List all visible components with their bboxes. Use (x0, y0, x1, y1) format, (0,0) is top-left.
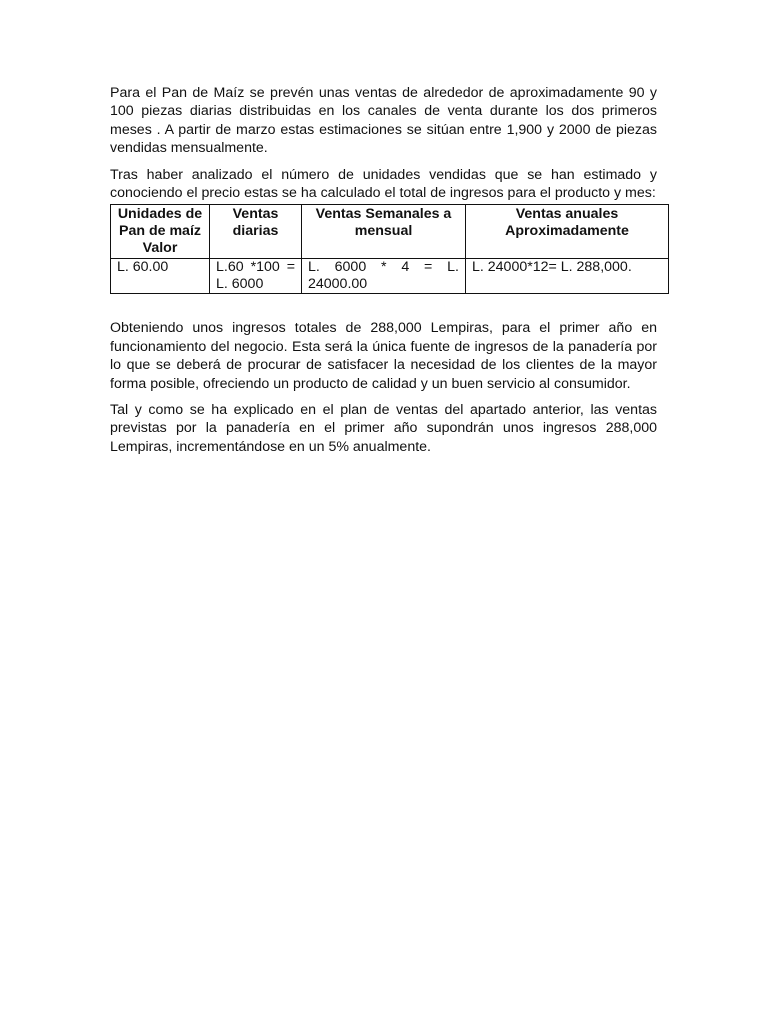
table-header-annual-sales: Ventas anuales Aproximadamente (466, 205, 669, 259)
paragraph-income-calculation-intro: Tras haber analizado el número de unidades vendidas que se han estimado y conociendo el precio estas se ha calculado el total de ingresos para el producto y mes: (110, 166, 657, 202)
table-cell-daily-sales: L.60 *100 = L. 6000 (210, 259, 302, 294)
table-header-weekly-monthly-sales: Ventas Semanales a mensual (302, 205, 466, 259)
paragraph-pan-de-maiz-forecast: Para el Pan de Maíz se prevén unas ventas de alrededor de aproximadamente 90 y 100 piezas diarias distribuidas en los canales de venta durante los dos primeros meses . A partir de marzo estas estimaciones se sitúan entre 1,900 y 2000 de piezas vendidas mensualmente. (110, 85, 657, 157)
table-header-unit-value: Unidades de Pan de maíz Valor (111, 205, 210, 259)
table-header-row (111, 205, 669, 259)
table-cell-annual-sales: L. 24000*12= L. 288,000. (466, 259, 669, 294)
table-header-daily-sales: Ventas diarias (210, 205, 302, 259)
document-page (110, 84, 657, 456)
table-cell-monthly-sales: L. 6000 * 4 = L. 24000.00 (302, 259, 466, 294)
table-cell-unit-value: L. 60.00 (111, 259, 210, 294)
sales-income-table (110, 204, 669, 294)
table-row (111, 259, 669, 294)
paragraph-annual-growth: Tal y como se ha explicado en el plan de ventas del apartado anterior, las ventas previstas por la panadería en el primer año supondrán unos ingresos 288,000 Lempiras, incrementándose en un 5% anualmente. (110, 402, 657, 455)
paragraph-total-income: Obteniendo unos ingresos totales de 288,000 Lempiras, para el primer año en funcionamiento del negocio. Esta será la única fuente de ingresos de la panadería por lo que se deberá de procurar de satisfacer la necesidad de los clientes de la mayor forma posible, ofreciendo un producto de calidad y un buen servicio al consumidor. (110, 320, 657, 392)
